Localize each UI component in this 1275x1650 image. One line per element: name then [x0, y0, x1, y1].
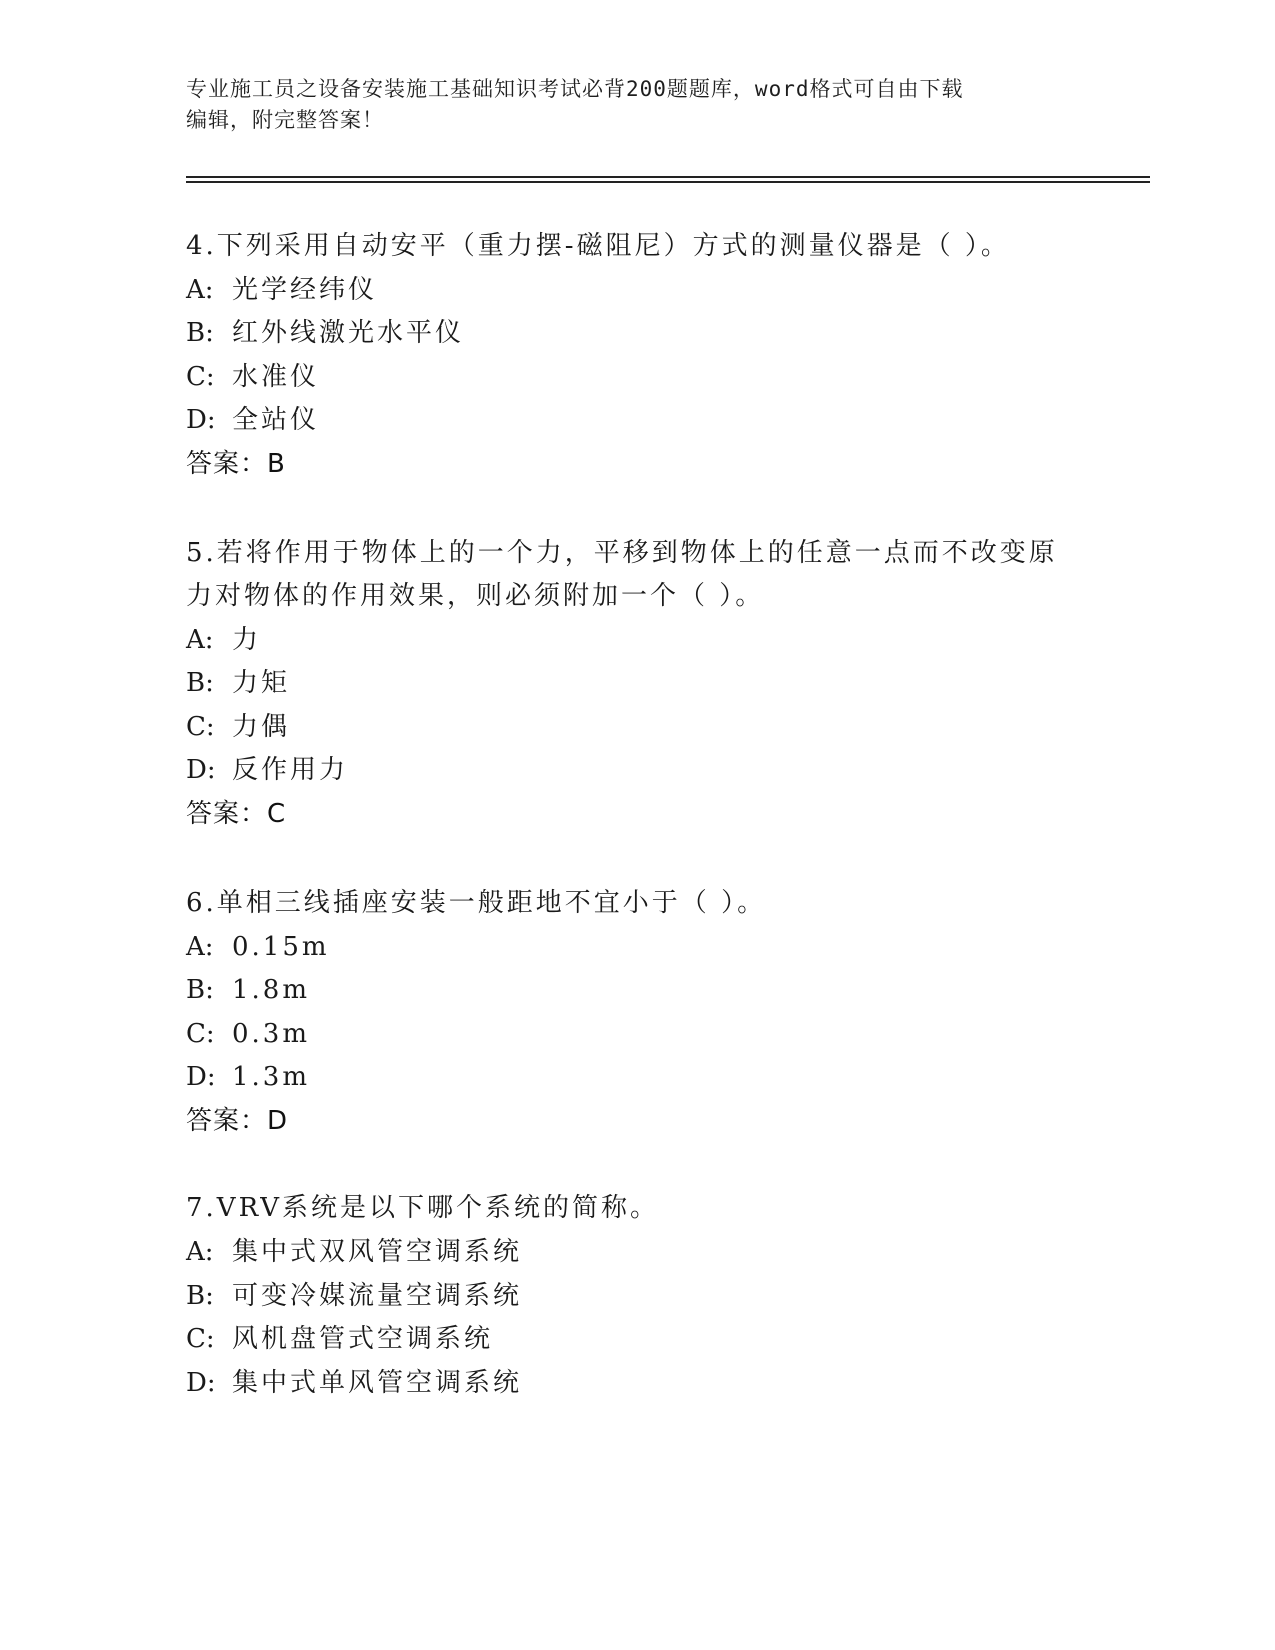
option-text: 集中式单风管空调系统	[232, 1368, 523, 1398]
question-5-option-a	[186, 622, 261, 658]
question-4-answer: 答案：B	[186, 449, 286, 479]
question-4-option-d	[186, 402, 319, 438]
option-key: C:	[186, 1324, 215, 1354]
question-7-option-a	[186, 1234, 522, 1270]
option-key: B:	[186, 668, 214, 698]
question-5-stem-line-1: 5.若将作用于物体上的一个力，平移到物体上的任意一点而不改变原	[186, 538, 1058, 568]
question-4-option-a	[186, 272, 377, 308]
option-key: D:	[186, 1368, 216, 1398]
option-text: 1.3m	[232, 1062, 311, 1092]
question-4-option-c	[186, 359, 319, 395]
option-text: 0.15m	[232, 932, 330, 962]
option-text: 水准仪	[232, 362, 320, 392]
option-text: 可变冷媒流量空调系统	[232, 1281, 523, 1311]
option-text: 红外线激光水平仪	[232, 318, 465, 348]
question-6-option-c	[186, 1016, 310, 1052]
option-text: 反作用力	[232, 755, 349, 785]
question-5-option-d	[186, 752, 348, 788]
question-5-option-c	[186, 709, 290, 745]
header-divider-bottom	[186, 181, 1150, 183]
option-text: 力	[232, 625, 262, 655]
option-key: A:	[186, 932, 214, 962]
question-4-stem: 4.下列采用自动安平（重力摆-磁阻尼）方式的测量仪器是（ ）。	[186, 231, 1010, 261]
option-key: A:	[186, 275, 214, 305]
question-6-option-a	[186, 929, 330, 965]
question-5-option-b	[186, 665, 290, 701]
header-divider-top	[186, 176, 1150, 178]
option-key: D:	[186, 405, 216, 435]
option-key: C:	[186, 712, 215, 742]
option-text: 0.3m	[232, 1019, 311, 1049]
question-6-option-d	[186, 1059, 310, 1095]
question-5-stem-line-2: 力对物体的作用效果，则必须附加一个（ ）。	[186, 581, 765, 611]
header-line-1: 专业施工员之设备安装施工基础知识考试必背200题题库，word格式可自由下载	[186, 77, 964, 101]
question-7-option-b	[186, 1278, 522, 1314]
header-line-2: 编辑，附完整答案！	[186, 108, 384, 132]
option-key: D:	[186, 755, 216, 785]
option-key: C:	[186, 1019, 215, 1049]
option-key: A:	[186, 625, 214, 655]
option-key: D:	[186, 1062, 216, 1092]
option-text: 集中式双风管空调系统	[232, 1237, 523, 1267]
option-key: B:	[186, 975, 214, 1005]
option-text: 风机盘管式空调系统	[232, 1324, 494, 1354]
document-header	[186, 74, 1086, 136]
question-6-stem: 6.单相三线插座安装一般距地不宜小于（ ）。	[186, 888, 767, 918]
option-text: 力偶	[232, 712, 291, 742]
option-text: 光学经纬仪	[232, 275, 378, 305]
question-7-option-c	[186, 1321, 493, 1357]
question-4-option-b	[186, 315, 464, 351]
option-text: 力矩	[232, 668, 291, 698]
option-key: C:	[186, 362, 215, 392]
option-text: 全站仪	[232, 405, 320, 435]
option-text: 1.8m	[232, 975, 311, 1005]
question-5-answer: 答案：C	[186, 799, 287, 829]
option-key: A:	[186, 1237, 214, 1267]
option-key: B:	[186, 1281, 214, 1311]
question-6-option-b	[186, 972, 310, 1008]
question-7-option-d	[186, 1365, 522, 1401]
option-key: B:	[186, 318, 214, 348]
question-7-stem: 7.VRV系统是以下哪个系统的简称。	[186, 1193, 660, 1223]
question-6-answer: 答案：D	[186, 1106, 289, 1136]
